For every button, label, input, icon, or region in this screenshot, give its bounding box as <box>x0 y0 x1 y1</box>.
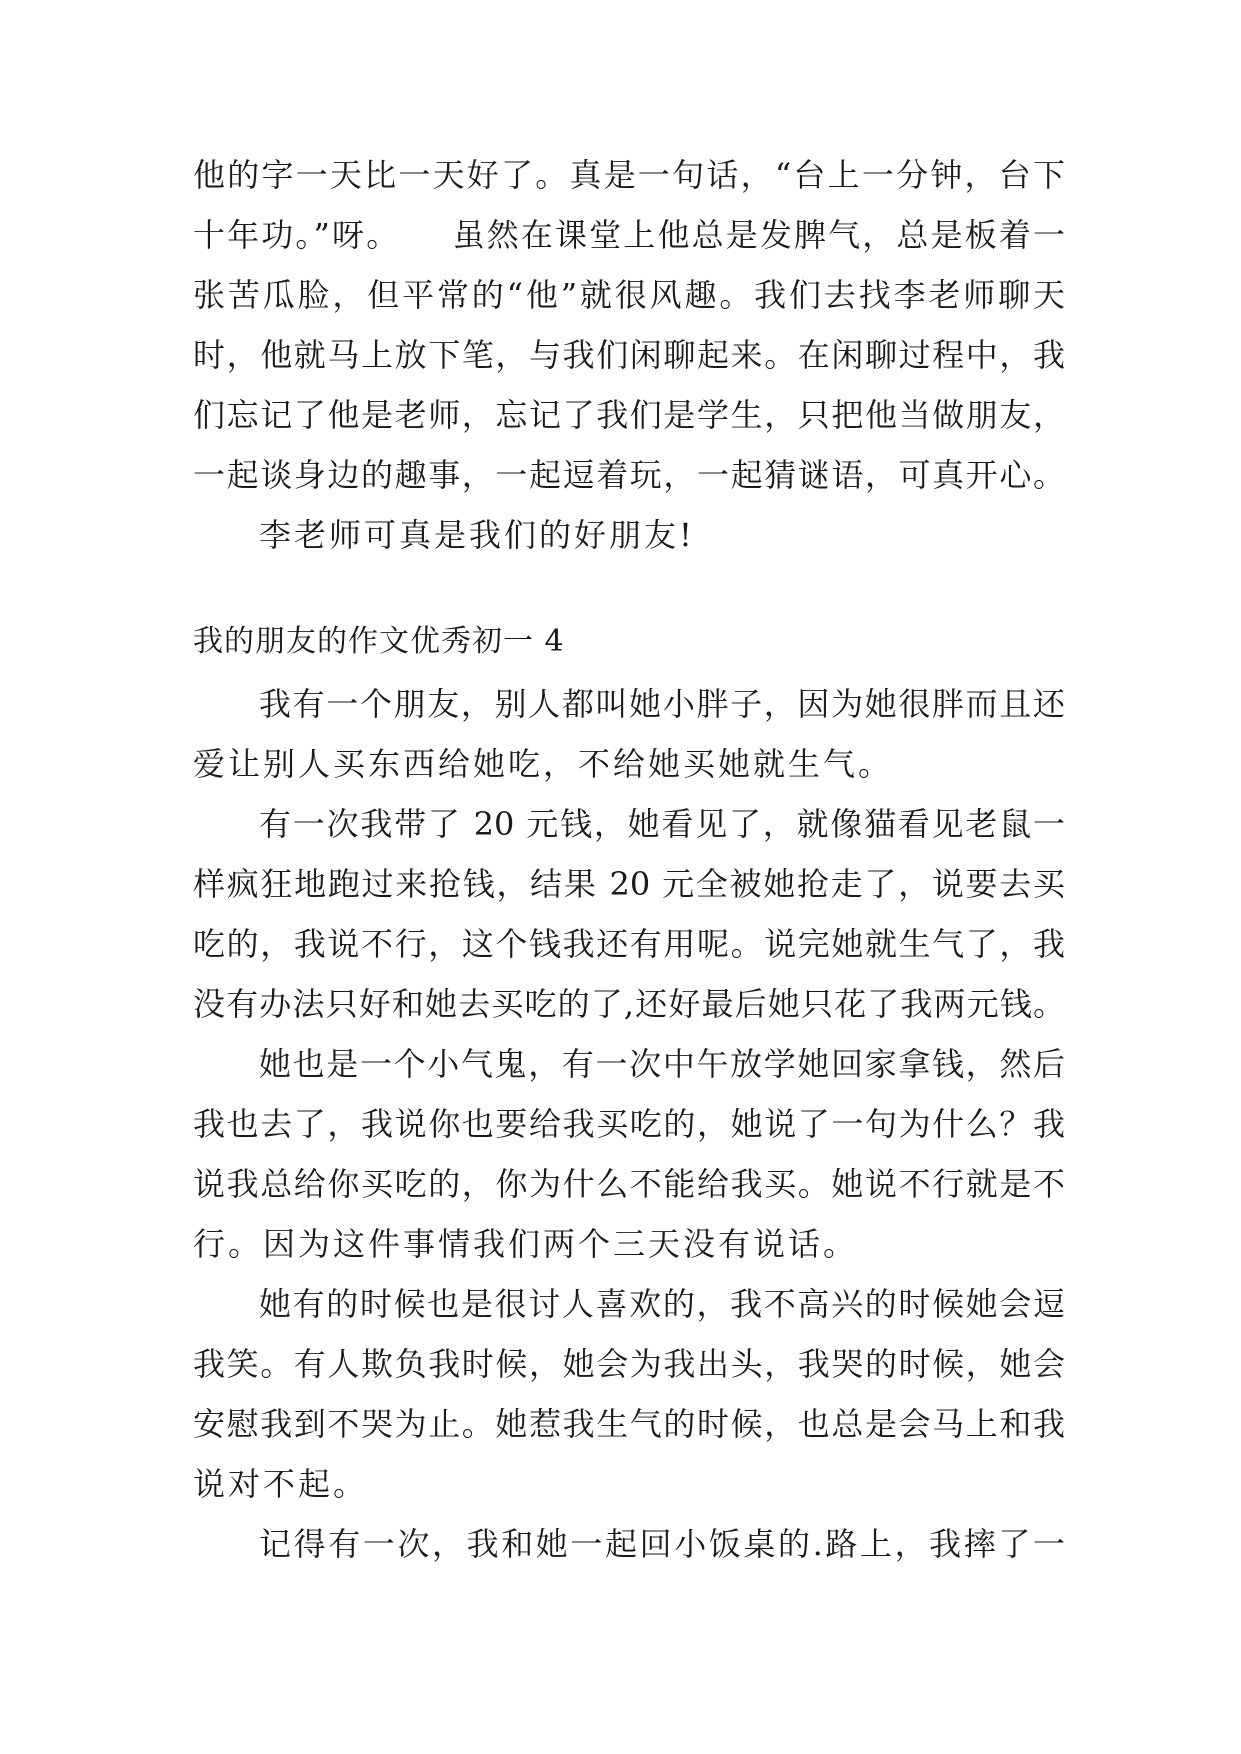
paragraph-line: 她有的时候也是很讨人喜欢的，我不高兴的时候她会逗 <box>259 1285 1065 1323</box>
paragraph-line: 有一次我带了 20 元钱，她看见了，就像猫看见老鼠一 <box>259 805 1065 843</box>
paragraph-line: 她也是一个小气鬼，有一次中午放学她回家拿钱，然后 <box>259 1045 1065 1083</box>
paragraph-line: 十年功。”呀。 虽然在课堂上他总是发脾气，总是板着一 <box>193 216 1065 254</box>
section-title: 我的朋友的作文优秀初一 4 <box>193 624 565 659</box>
paragraph-line: 安慰我到不哭为止。她惹我生气的时候，也总是会马上和我 <box>193 1405 1065 1443</box>
paragraph-line: 我笑。有人欺负我时候，她会为我出头，我哭的时候，她会 <box>193 1345 1065 1383</box>
paragraph-line: 们忘记了他是老师，忘记了我们是学生，只把他当做朋友， <box>193 396 1065 434</box>
paragraph-line: 他的字一天比一天好了。真是一句话，“台上一分钟，台下 <box>193 156 1065 194</box>
essay-body <box>193 674 1065 1574</box>
paragraph-line: 说对不起。 <box>193 1465 369 1503</box>
paragraph-line: 行。因为这件事情我们两个三天没有说话。 <box>193 1225 859 1263</box>
section-heading-block <box>193 612 1065 672</box>
paragraph-line: 我也去了，我说你也要给我买吃的，她说了一句为什么？我 <box>193 1105 1065 1143</box>
paragraph-line: 样疯狂地跑过来抢钱，结果 20 元全被她抢走了，说要去买 <box>193 865 1065 903</box>
paragraph-line: 爱让别人买东西给她吃，不给她买她就生气。 <box>193 745 894 783</box>
paragraph-line: 时，他就马上放下笔，与我们闲聊起来。在闲聊过程中，我 <box>193 336 1065 374</box>
paragraph-line: 李老师可真是我们的好朋友! <box>259 516 695 554</box>
paragraph-line: 我有一个朋友，别人都叫她小胖子，因为她很胖而且还 <box>259 685 1065 723</box>
paragraph-line: 说我总给你买吃的，你为什么不能给我买。她说不行就是不 <box>193 1165 1065 1203</box>
paragraph-line: 没有办法只好和她去买吃的了,还好最后她只花了我两元钱。 <box>193 985 1065 1023</box>
paragraph-line: 张苦瓜脸，但平常的“他”就很风趣。我们去找李老师聊天 <box>193 276 1065 314</box>
paragraph-line: 一起谈身边的趣事，一起逗着玩，一起猜谜语，可真开心。 <box>193 456 1065 494</box>
paragraph-line: 吃的，我说不行，这个钱我还有用呢。说完她就生气了，我 <box>193 925 1065 963</box>
previous-essay-ending <box>193 145 1065 565</box>
paragraph-line: 记得有一次，我和她一起回小饭桌的.路上，我摔了一 <box>259 1525 1065 1563</box>
